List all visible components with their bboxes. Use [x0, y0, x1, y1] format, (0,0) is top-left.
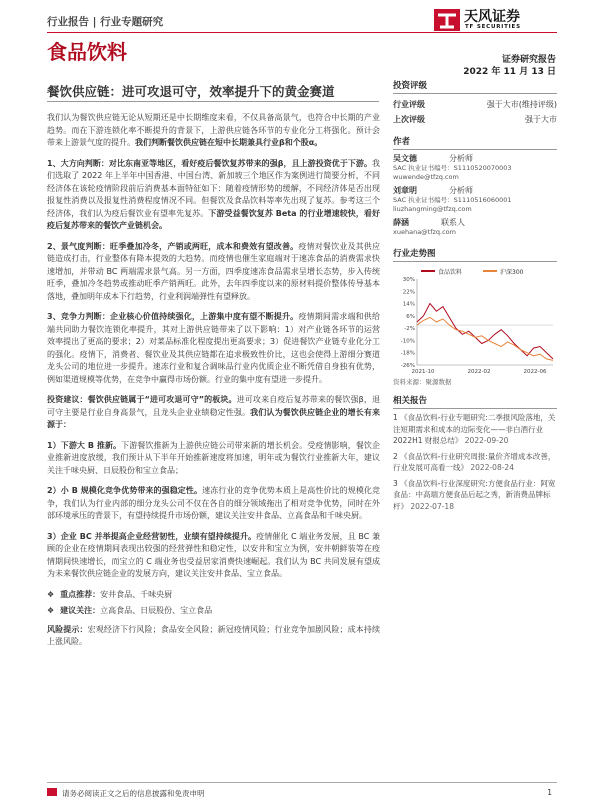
y-tick-label: -10%: [400, 338, 415, 345]
author-email[interactable]: wuwende@tfzq.com: [393, 173, 459, 181]
rating-heading: 投资评级: [393, 79, 557, 94]
report-type-label: 行业报告 | 行业专题研究: [47, 16, 164, 28]
intro-emphasis: 我们判断餐饮供应链在短中长期兼具行业β和个股α。: [135, 138, 323, 147]
legend-label: 沪深300: [500, 269, 524, 276]
series-line: [417, 304, 553, 359]
trend-heading: 行业走势图: [393, 247, 557, 262]
diamond-bullet-icon: ❖: [47, 606, 55, 615]
related-report-item[interactable]: [393, 412, 557, 447]
tf-small-logo-icon: [47, 788, 57, 796]
source-2: [47, 485, 380, 523]
related-report-title: 1 《食品饮料-行业专题研究:二季报风险落地，关注短期需求和成本的边际变化——非白酒行业 2022H1 财报总结》: [393, 413, 556, 445]
p2-heading: 2、景气度判断：旺季叠加冷冬，产销或两旺，成本和费效有望改善。: [47, 241, 299, 251]
p3-text: 疫情期间需求端和供给端共同助力餐饮连锁化率提升，其对上游供应链带来了以下影响：1）对产业链各环节的运营效率提出了更高的要求；2）对菜品标准化程度提出更高要求；3）促进餐饮产业链专业化分工的强化。疫情下，消费者、餐饮业及其供应链都在追求极致性价比，这也会使得上游细分赛道龙头公司的地位进一步提升。速冻行业和复合调味品行业内优质企业不断凭借自身独有优势，例如渠道规模等优势，在竞争中赢得市场份额。行业的集中度有望进一步提升。: [47, 312, 380, 384]
x-tick-label: 2021-10: [411, 369, 435, 375]
s3-text: 疫情催化 C 端业务发展，且 BC 兼顾的企业在疫情期间表现出较强的经营弹性和稳定性，以安井和宝立为例，安井朝鲜装等在疫情期间快速增长，而宝立的 C 端业务也受益居家消费快速崛起。我们认为 BC 共同发展有望成为未来餐饮供应链企业的发展方向，建议关注安井食品、宝立食品。: [47, 531, 380, 578]
rec1-label: 重点推荐：: [60, 589, 101, 599]
author-cert: SAC 执业证书编号：S1110516060001: [393, 196, 512, 204]
p2-text: 疫情对餐饮业及其供应链造成打击，行业整体有降本提效的大趋势。而疫情也催生家庭端对于速冻食品的消费需求快速增加，并带动 BC 两端需求景气高。另一方面，四季度速冻食品需求呈增长态势，步入传统旺季，叠加冷冬趋势或推动旺季产销两旺。此外，去年四季度以来的原材料提价整体传导基本落地，叠加明年成本下行趋势，行业利润端弹性有望释放。: [47, 241, 380, 301]
paragraph-1: [47, 158, 380, 233]
s1-heading: 1）下游大 B 推新。: [47, 440, 122, 450]
header-divider: [47, 32, 557, 33]
risk-label: 风险提示：: [47, 624, 88, 634]
p1-emphasis: 下游受益餐饮复苏 Beta 的行业增速较快，看好疫后复苏带来的餐饮产业链机会。: [47, 208, 380, 230]
industry-name: 食品饮料: [47, 40, 127, 64]
paragraph-3: [47, 311, 380, 386]
related-report-item[interactable]: [393, 478, 557, 513]
intro-text: 我们认为餐饮供应链无论从短期还是中长期维度来看，不仅具备高景气，也符合中长期的产业趋势。而在下游连锁化率不断提升的背景下，上游供应链各环节的专业化分工将强化。预计会带来上游景气度的提升。: [47, 113, 380, 147]
rec2-label: 建议关注：: [60, 606, 101, 615]
y-tick-label: -18%: [400, 350, 415, 357]
rating-row-previous: [393, 112, 557, 127]
key-recommendation: [47, 589, 380, 602]
authors-heading: 作者: [393, 135, 557, 150]
logo-wordmark: 天风证券: [464, 9, 520, 25]
rec1-text: 安井食品、千味央厨: [100, 589, 173, 599]
source-1: [47, 440, 380, 478]
rec2-text: 立高食品、日辰股份、宝立食品: [100, 606, 213, 615]
chart-source: 资料来源：聚源数据: [393, 378, 452, 386]
rating-key: 上次评级: [393, 115, 425, 124]
related-report-item[interactable]: [393, 451, 557, 474]
s2-text: 速冻行业的竞争优势本质上是高性价比的规模化竞争，我们认为行业内部的细分龙头公司不仅在各自的细分领域拖出了相对竞争优势，同时在外部环境承压的背景下，有望持续提升市场份额，建议关注安井食品、立高食品和千味央厨。: [47, 486, 381, 520]
footer-disclaimer: 请务必阅读正文之后的信息披露和免责申明: [62, 789, 205, 798]
author-1: [393, 153, 557, 182]
y-tick-label: 30%: [402, 277, 415, 283]
related-report-title: 3 《食品饮料-行业深度研究:方便食品行业：阿宽食品：中高端方便食品后起之秀，新消费品牌标杆》: [393, 478, 556, 511]
p1-heading: 1、大方向判断：对比东南亚等地区，看好疫后餐饮复苏带来的强β，且上游投资优于下游。: [47, 158, 372, 168]
sidebar: [393, 79, 557, 516]
risk-text: 宏观经济下行风险；食品安全风险；新冠疫情风险；行业竞争加剧风险；成本持续上涨风险。: [47, 624, 380, 646]
legend-label: 食品饮料: [438, 269, 463, 276]
inv-emphasis: 我们认为餐饮供应链企业的增长有来源于：: [47, 407, 380, 429]
rating-value: 强于大市(维持评级): [486, 100, 557, 109]
author-role: 分析师: [449, 186, 473, 195]
related-report-date: 2022-09-20: [462, 436, 509, 445]
rating-value: 强于大市: [525, 115, 557, 124]
title-divider: [47, 101, 379, 102]
source-3: [47, 531, 380, 581]
report-title: 餐饮供应链：进可攻退可守，效率提升下的黄金赛道: [47, 84, 335, 99]
author-cert: SAC 执业证书编号：S1110520070003: [393, 164, 512, 172]
x-tick-label: 2022-06: [523, 369, 547, 375]
report-body: [47, 112, 380, 657]
inv-heading: 投资建议：餐饮供应链属于“进可攻退可守”的板块。: [47, 395, 237, 404]
risk-warning: [47, 624, 380, 649]
y-tick-label: 22%: [402, 289, 415, 296]
rating-key: 行业评级: [393, 100, 425, 109]
page-number: 1: [547, 788, 552, 797]
inv-text: 进可攻来自疫后复苏带来的餐饮强β，退可守主要是行业自身高景气，且龙头企业业绩稳定性强。: [47, 395, 381, 417]
y-tick-label: 6%: [406, 313, 415, 320]
y-tick-label: -26%: [400, 363, 415, 369]
author-email[interactable]: xuehana@tfzq.com: [393, 228, 456, 236]
suggest-watch: [47, 605, 380, 618]
author-role: 分析师: [449, 154, 473, 163]
author-name: 薛涵: [393, 218, 409, 227]
related-report-date: 2022-08-24: [468, 463, 514, 472]
paragraph-2: [47, 241, 380, 304]
author-name: 吴文德: [393, 154, 417, 163]
author-email[interactable]: liuzhangming@tfzq.com: [393, 205, 472, 213]
rating-row-industry: [393, 97, 557, 112]
report-kind: 证券研究报告: [501, 55, 556, 65]
s1-text: 下游餐饮推新为上游供应链公司带来新的增长机会。受疫情影响，餐饮企业推新进度放缓，我们预计从下半年开始推新速度将加速，明年或为餐饮行业推新大年，建议关注千味央厨、日辰股份和宝立食品；: [47, 440, 381, 475]
diamond-bullet-icon: ❖: [47, 589, 55, 599]
author-3: [393, 217, 557, 237]
tf-logo-icon: [432, 5, 462, 35]
related-report-date: 2022-07-18: [408, 501, 454, 511]
p3-heading: 3、竞争力判断：企业核心价值持续强化，上游集中度有望不断提升。: [47, 312, 299, 321]
footer-divider: [47, 782, 557, 783]
industry-trend-chart: [393, 265, 557, 377]
related-report-title: 2 《食品饮料-行业研究周报:量价齐增成本改善，行业发展可高看一线》: [393, 451, 556, 472]
author-name: 刘章明: [393, 186, 417, 195]
intro-paragraph: [47, 112, 380, 150]
x-tick-label: 2022-02: [467, 369, 491, 375]
trend-chart-svg: [393, 265, 557, 377]
investment-paragraph: [47, 394, 380, 432]
related-reports-list: [393, 412, 557, 512]
author-role: 联系人: [441, 218, 465, 227]
y-tick-label: 14%: [402, 301, 415, 308]
s2-heading: 2）小 B 规模化竞争优势带来的强稳定性。: [47, 486, 203, 495]
p1-text: 我们选取了 2022 年上半年中国香港、中国台湾、新加坡三个地区作为案例进行简要分析，不同经济体在该轮疫情阶段前后消费基本面特征如下：随着疫情形势的缓解，不同经济体是否出现报复性消费以及报复性消费程度情况不同。但餐饮及食品饮料等率先出现了复苏。参考这三个经济体，我们认为疫后餐饮业有望率先复苏。: [47, 158, 380, 218]
series-line: [417, 317, 553, 360]
related-heading: 相关报告: [393, 394, 557, 409]
s3-heading: 3）企业 BC 并举提高企业经营韧性，业绩有望持续提升。: [47, 531, 257, 541]
logo-subtitle: TF SECURITIES: [465, 24, 521, 30]
tf-securities-logo: [432, 5, 554, 35]
y-tick-label: -2%: [404, 326, 415, 333]
author-2: [393, 185, 557, 214]
report-date: 2022 年 11 月 13 日: [463, 67, 556, 77]
